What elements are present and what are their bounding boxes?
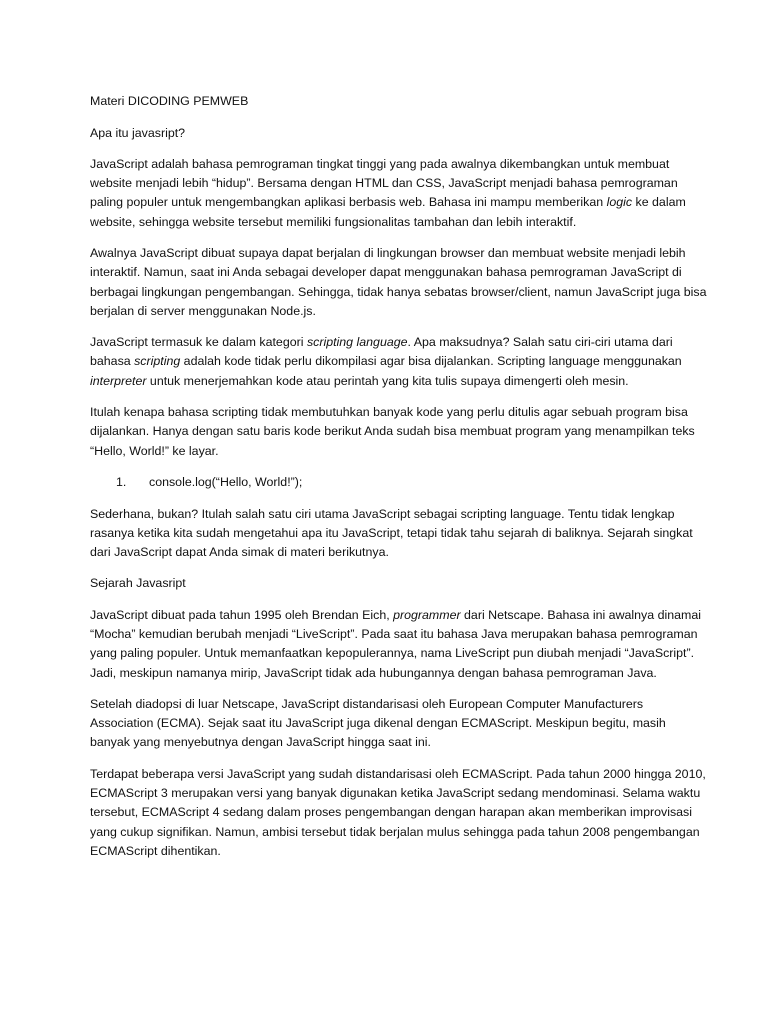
- paragraph-2: Awalnya JavaScript dibuat supaya dapat berjalan di lingkungan browser dan membuat website menjadi lebih interaktif. Namun, saat ini Anda sebagai developer dapat menggunakan bahasa pemrograman JavaScript di berbagai lingkungan pengembangan. Sehingga, tidak hanya sebatas browser/client, namun JavaScript juga bisa berjalan di server menggunakan Node.js.: [90, 246, 707, 318]
- paragraph-4: Itulah kenapa bahasa scripting tidak membutuhkan banyak kode yang perlu ditulis agar sebuah program bisa dijalankan. Hanya dengan satu baris kode berikut Anda sudah bisa membuat program yang menampilkan teks “Hello, World!” ke layar.: [90, 405, 695, 458]
- numbered-list: [90, 473, 708, 492]
- section-heading-apa-itu: Apa itu javasript?: [90, 125, 186, 140]
- paragraph-3: JavaScript termasuk ke dalam kategori scripting language. Apa maksudnya? Salah satu ciri-ciri utama dari bahasa scripting adalah kode tidak perlu dikompilasi agar bisa dijalankan. Scripting language menggunakan interpreter untuk menerjemahkan kode atau perintah yang kita tulis supaya dimengerti oleh mesin.: [90, 335, 682, 388]
- paragraph-6: JavaScript dibuat pada tahun 1995 oleh Brendan Eich, programmer dari Netscape. Bahasa ini awalnya dinamai “Mocha” kemudian berubah menjadi “LiveScript”. Pada saat itu bahasa Java merupakan bahasa pemrograman yang paling populer. Untuk memanfaatkan kepopulerannya, nama LiveScript pun diubah menjadi “JavaScript”. Jadi, meskipun namanya mirip, JavaScript tidak ada hubungannya dengan bahasa pemrograman Java.: [90, 607, 701, 680]
- paragraph-1: JavaScript adalah bahasa pemrograman tingkat tinggi yang pada awalnya dikembangkan untuk membuat website menjadi lebih “hidup”. Bersama dengan HTML dan CSS, JavaScript menjadi bahasa pemrograman paling populer untuk mengembangkan aplikasi berbasis web. Bahasa ini mampu memberikan logic ke dalam website, sehingga website tersebut memiliki fungsionalitas tambahan dan lebih interaktif.: [90, 157, 686, 229]
- section-heading-sejarah: Sejarah Javasript: [90, 576, 186, 591]
- paragraph-7: Setelah diadopsi di luar Netscape, JavaScript distandarisasi oleh European Computer Manufacturers Association (ECMA). Sejak saat itu JavaScript juga dikenal dengan ECMAScript. Meskipun begitu, masih banyak yang menyebutnya dengan JavaScript hingga saat ini.: [90, 697, 666, 750]
- document-title: Materi DICODING PEMWEB: [90, 94, 249, 108]
- paragraph-5: Sederhana, bukan? Itulah salah satu ciri utama JavaScript sebagai scripting language. Tentu tidak lengkap rasanya ketika kita sudah mengetahui apa itu JavaScript, tetapi tidak tahu sejarah di baliknya. Sejarah singkat dari JavaScript dapat Anda simak di materi berikutnya.: [90, 506, 693, 559]
- paragraph-8: Terdapat beberapa versi JavaScript yang sudah distandarisasi oleh ECMAScript. Pada tahun 2000 hingga 2010, ECMAScript 3 merupakan versi yang banyak digunakan ketika JavaScript sedang mendominasi. Selama waktu tersebut, ECMAScript 4 sedang dalam proses pengembangan dengan harapan akan memberikan improvisasi yang cukup signifikan. Namun, ambisi tersebut tidak berjalan mulus sehingga pada tahun 2008 pengembangan ECMAScript dihentikan.: [90, 766, 706, 858]
- list-item-code: console.log(“Hello, World!”);: [149, 475, 303, 490]
- list-item-number: 1.: [116, 475, 127, 490]
